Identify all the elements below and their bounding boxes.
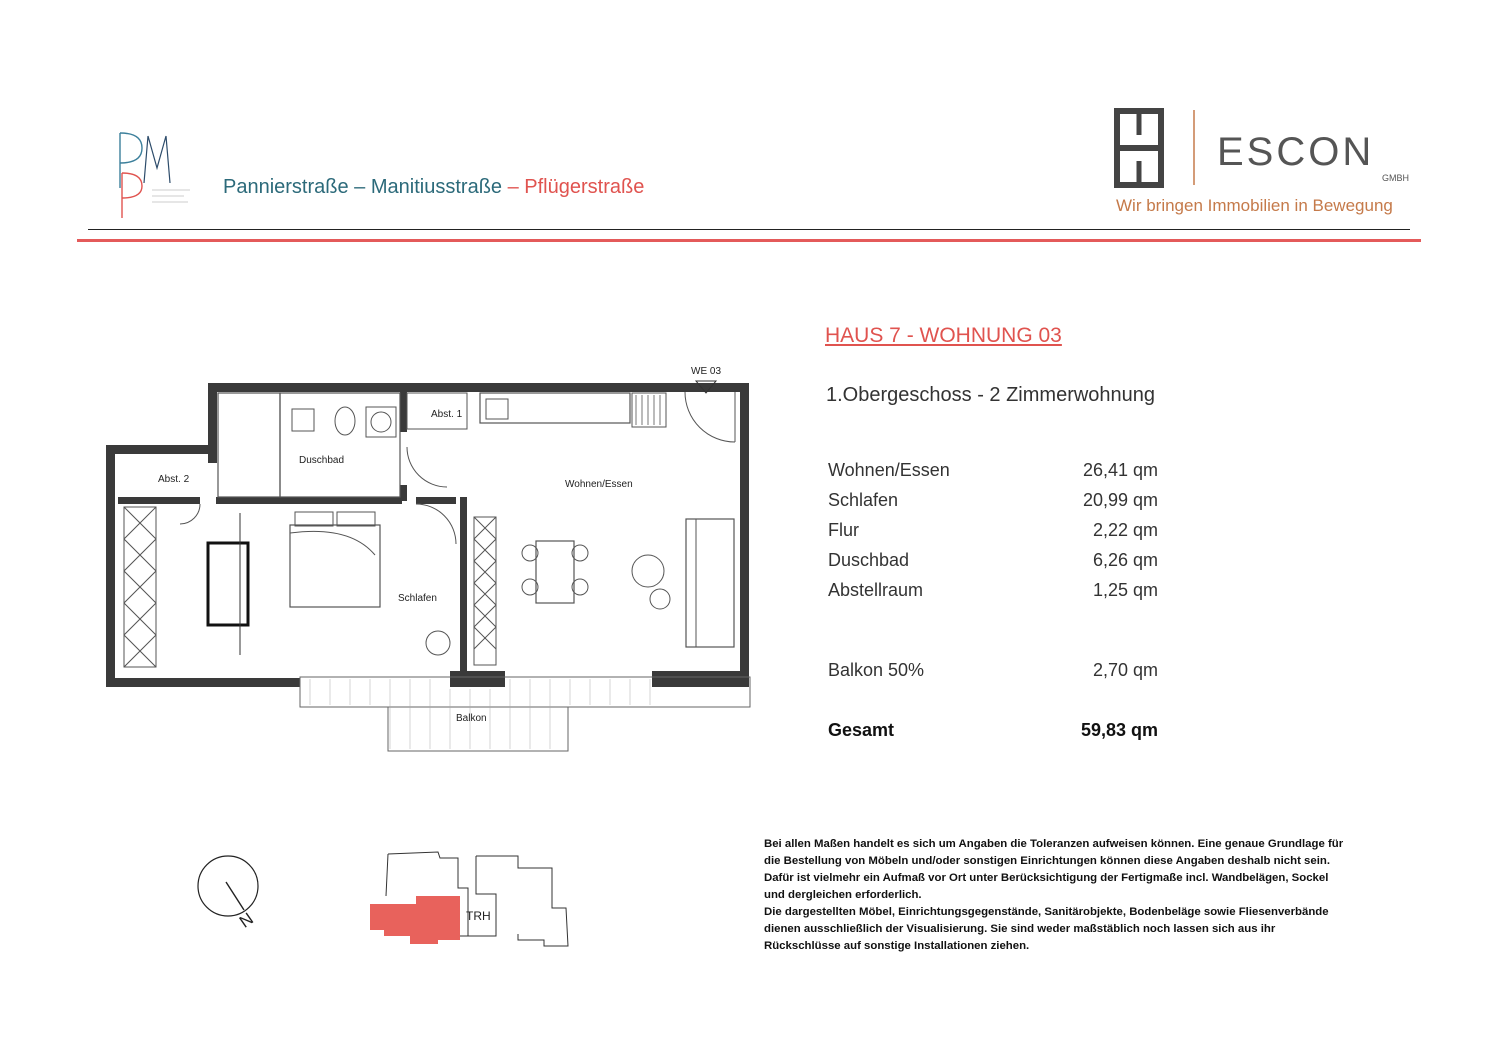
unit-title: HAUS 7 - WOHNUNG 03 bbox=[825, 324, 1062, 347]
plan-label-bedroom: Schlafen bbox=[398, 593, 437, 604]
area-value: 26,41 qm bbox=[1082, 460, 1158, 480]
balcony-row bbox=[828, 660, 1168, 690]
compass-north-label: N bbox=[235, 909, 257, 932]
street-separator-2: – bbox=[502, 176, 525, 198]
plan-label-unit: WE 03 bbox=[691, 366, 722, 377]
area-row bbox=[828, 460, 1168, 490]
area-value: 20,99 qm bbox=[1082, 490, 1158, 510]
street-names bbox=[223, 176, 644, 199]
area-value: 1,25 qm bbox=[1092, 580, 1158, 600]
balcony-value: 2,70 qm bbox=[1092, 660, 1158, 680]
plan-label-balcony: Balkon bbox=[456, 713, 487, 724]
street-separator-1: – bbox=[348, 176, 371, 198]
disclaimer-paragraph-2: Die dargestellten Möbel, Einrichtungsgegenstände, Sanitärobjekte, Bodenbeläge sowie Fliesenverbände dienen ausschließlich der Visualisierung. Sie sind weder maßstäblich noch lassen sich aus ihr Rückschlüsse auf sonstige Installationen ziehen. bbox=[764, 906, 1329, 952]
floor-plan bbox=[100, 355, 760, 755]
plan-label-living: Wohnen/Essen bbox=[565, 479, 633, 490]
plan-label-storage-2: Abst. 2 bbox=[158, 474, 190, 485]
header-accent-divider bbox=[77, 239, 1421, 242]
area-label: Flur bbox=[828, 520, 859, 540]
area-row bbox=[828, 580, 1168, 610]
unit-subtitle: 1.Obergeschoss - 2 Zimmerwohnung bbox=[826, 384, 1156, 406]
area-table bbox=[828, 460, 1168, 750]
compass-icon bbox=[196, 852, 268, 934]
total-row bbox=[828, 720, 1168, 750]
header-divider bbox=[88, 229, 1410, 230]
company-name: ESCON bbox=[1217, 130, 1375, 174]
street-2: Manitiusstraße bbox=[370, 176, 503, 198]
street-1: Pannierstraße bbox=[223, 176, 349, 198]
area-label: Schlafen bbox=[828, 490, 899, 510]
disclaimer bbox=[764, 836, 1344, 955]
site-plan bbox=[368, 848, 580, 952]
street-3: Pflügerstraße bbox=[524, 176, 645, 198]
company-tagline: Wir bringen Immobilien in Bewegung bbox=[1116, 196, 1393, 215]
area-row bbox=[828, 490, 1168, 520]
total-label: Gesamt bbox=[828, 720, 895, 740]
area-value: 6,26 qm bbox=[1092, 550, 1158, 570]
plan-label-bathroom: Duschbad bbox=[299, 455, 345, 466]
total-value: 59,83 qm bbox=[1080, 720, 1158, 740]
area-label: Abstellraum bbox=[828, 580, 924, 600]
plan-label-storage-1: Abst. 1 bbox=[431, 409, 463, 420]
area-label: Wohnen/Essen bbox=[828, 460, 950, 480]
area-label: Duschbad bbox=[828, 550, 910, 570]
area-value: 2,22 qm bbox=[1092, 520, 1158, 540]
pm-logo bbox=[112, 128, 202, 224]
site-plan-label: TRH bbox=[466, 909, 491, 923]
balcony-label: Balkon 50% bbox=[828, 660, 925, 680]
escon-logo bbox=[1112, 105, 1412, 190]
company-suffix: GMBH bbox=[1382, 173, 1409, 183]
area-row bbox=[828, 520, 1168, 550]
area-row bbox=[828, 550, 1168, 580]
disclaimer-paragraph-1: Bei allen Maßen handelt es sich um Angaben die Toleranzen aufweisen können. Eine genaue Grundlage für die Bestellung von Möbeln und/oder sonstigen Einrichtungen können diese Angaben deshalb nicht sein. Dafür ist vielmehr ein Aufmaß vor Ort unter Berücksichtigung der Fertigmaße incl. Wandbelägen, Sockel und dergleichen erforderlich. bbox=[764, 838, 1344, 901]
